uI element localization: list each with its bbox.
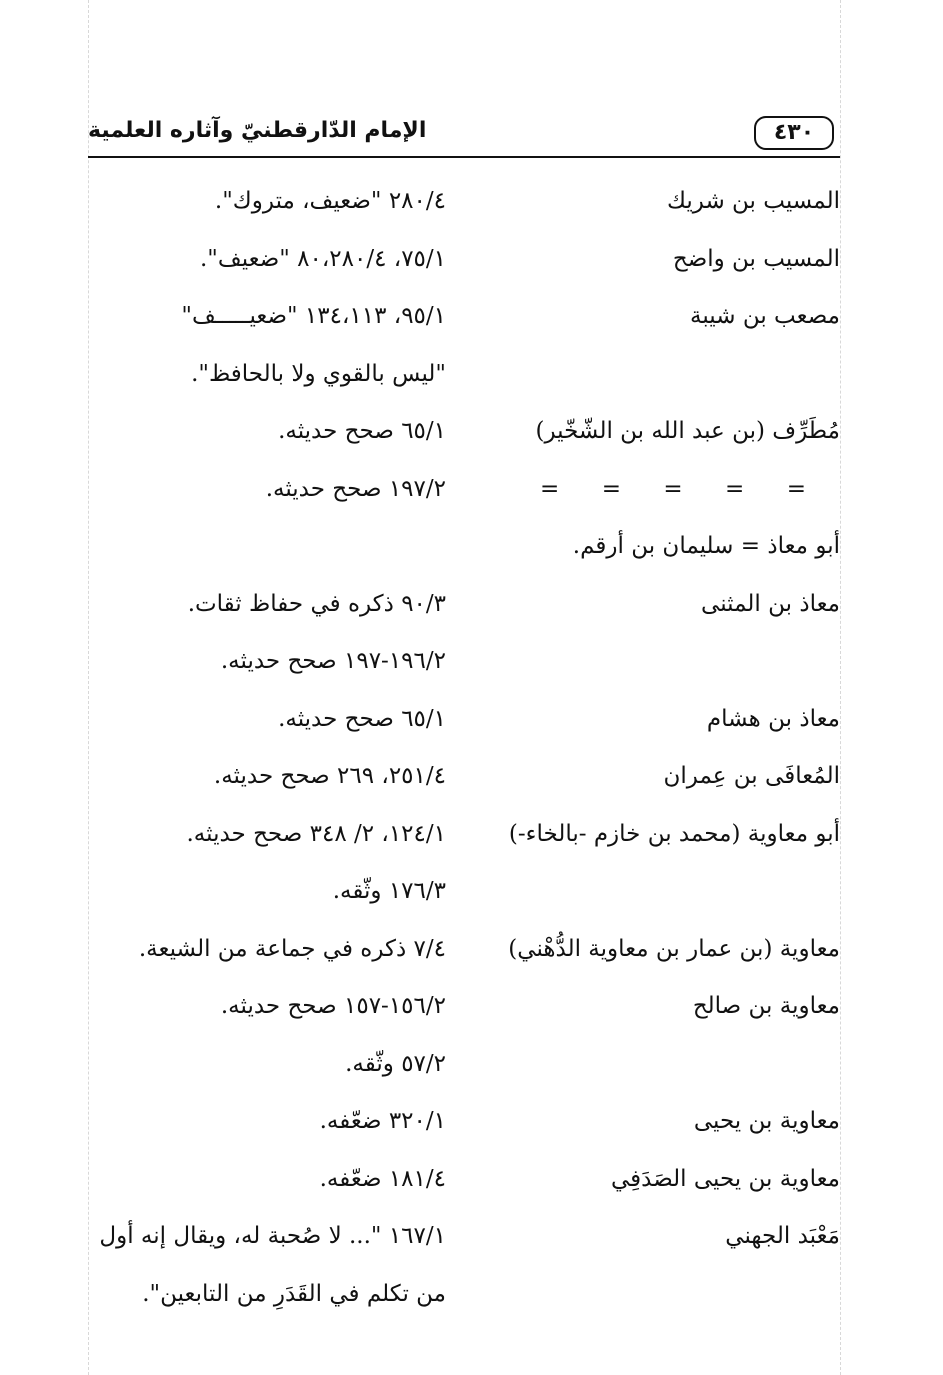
volume-page-reference: ١٥٦/٢-١٥٧ صحح حديثه. bbox=[220, 993, 446, 1019]
volume-page-reference: ٢٨٠/٤ "ضعيف، متروك". bbox=[214, 188, 446, 214]
index-entry bbox=[88, 581, 840, 639]
volume-page-reference: ١٩٧/٢ صحح حديثه. bbox=[265, 475, 446, 502]
index-entry bbox=[88, 466, 840, 524]
index-entry bbox=[88, 1156, 840, 1214]
volume-page-reference: من تكلم في القَدَرِ من التابعين". bbox=[142, 1280, 446, 1307]
volume-page-reference: ٧/٤ ذكره في جماعة من الشيعة. bbox=[138, 935, 446, 962]
volume-page-reference: ١٨١/٤ ضعّفه. bbox=[319, 1165, 446, 1192]
volume-page-reference: ٣٢٠/١ ضعّفه. bbox=[319, 1108, 446, 1134]
index-entry bbox=[88, 1213, 840, 1271]
index-entry bbox=[88, 351, 840, 409]
ditto-mark: = bbox=[540, 475, 560, 502]
margin-guide-right bbox=[840, 0, 841, 1375]
volume-page-reference: ١٩٦/٢-١٩٧ صحح حديثه. bbox=[220, 648, 446, 674]
ditto-mark: = bbox=[601, 475, 621, 502]
ditto-mark: = bbox=[786, 475, 806, 502]
volume-page-reference: ١٧٦/٣ وثّقه. bbox=[332, 878, 446, 904]
index-entry bbox=[88, 178, 840, 236]
narrator-name: مُطَرِّف (بن عبد الله بن الشّخّير) bbox=[535, 418, 840, 444]
index-entry bbox=[88, 811, 840, 869]
narrator-name: معاوية (بن عمار بن معاوية الدُّهْني) bbox=[508, 935, 840, 962]
narrator-name: المسيب بن واضح bbox=[672, 245, 840, 272]
ditto-mark: = bbox=[663, 475, 683, 502]
volume-page-reference: "ليس بالقوي ولا بالحافظ". bbox=[191, 360, 446, 387]
index-entry bbox=[88, 926, 840, 984]
narrator-name: أبو معاوية (محمد بن خازم -بالخاء-) bbox=[508, 820, 840, 847]
ditto-marks bbox=[510, 476, 840, 502]
index-entry bbox=[88, 523, 840, 581]
book-title: الإمام الدّارقطنيّ وآثاره العلمية bbox=[88, 118, 427, 143]
index-entry bbox=[88, 408, 840, 466]
index-entry bbox=[88, 696, 840, 754]
index-entry bbox=[88, 868, 840, 926]
narrator-name: معاوية بن صالح bbox=[692, 993, 840, 1019]
narrator-name: المسيب بن شريك bbox=[666, 188, 840, 214]
index-entry bbox=[88, 753, 840, 811]
narrator-name: معاوية بن يحيى الصَدَفِي bbox=[610, 1165, 840, 1192]
narrator-index bbox=[88, 178, 840, 1328]
volume-page-reference: ٥٧/٢ وثّقه. bbox=[345, 1050, 446, 1077]
running-header bbox=[88, 112, 840, 158]
index-entry bbox=[88, 1041, 840, 1099]
index-entry bbox=[88, 983, 840, 1041]
page-number: ٤٣٠ bbox=[754, 116, 834, 150]
volume-page-reference: ١٦٧/١ "... لا صُحبة له، ويقال إنه أول bbox=[99, 1223, 446, 1249]
volume-page-reference: ١٢٤/١، ٢/ ٣٤٨ صحح حديثه. bbox=[186, 820, 446, 847]
narrator-name: المُعافَى بن عِمران bbox=[663, 763, 840, 789]
cross-reference: أبو معاذ = سليمان بن أرقم. bbox=[572, 533, 840, 559]
narrator-name: معاوية بن يحيى bbox=[693, 1108, 840, 1134]
volume-page-reference: ٩٥/١، ١٣٤،١١٣ "ضعيـــــف" bbox=[181, 303, 446, 329]
volume-page-reference: ٧٥/١، ٨٠،٢٨٠/٤ "ضعيف". bbox=[200, 245, 446, 272]
volume-page-reference: ٦٥/١ صحح حديثه. bbox=[278, 418, 446, 444]
index-entry bbox=[88, 638, 840, 696]
ditto-mark: = bbox=[725, 475, 745, 502]
index-entry bbox=[88, 1098, 840, 1156]
narrator-name: مَعْبَد الجهني bbox=[725, 1223, 840, 1249]
narrator-name: معاذ بن المثنى bbox=[701, 590, 840, 617]
index-entry bbox=[88, 293, 840, 351]
narrator-name: مصعب بن شيبة bbox=[690, 303, 840, 329]
volume-page-reference: ٢٥١/٤، ٢٦٩ صحح حديثه. bbox=[213, 763, 446, 789]
narrator-name: معاذ بن هشام bbox=[706, 705, 840, 732]
volume-page-reference: ٦٥/١ صحح حديثه. bbox=[278, 705, 446, 732]
index-entry bbox=[88, 1271, 840, 1329]
index-entry bbox=[88, 236, 840, 294]
volume-page-reference: ٩٠/٣ ذكره في حفاظ ثقات. bbox=[187, 590, 446, 617]
